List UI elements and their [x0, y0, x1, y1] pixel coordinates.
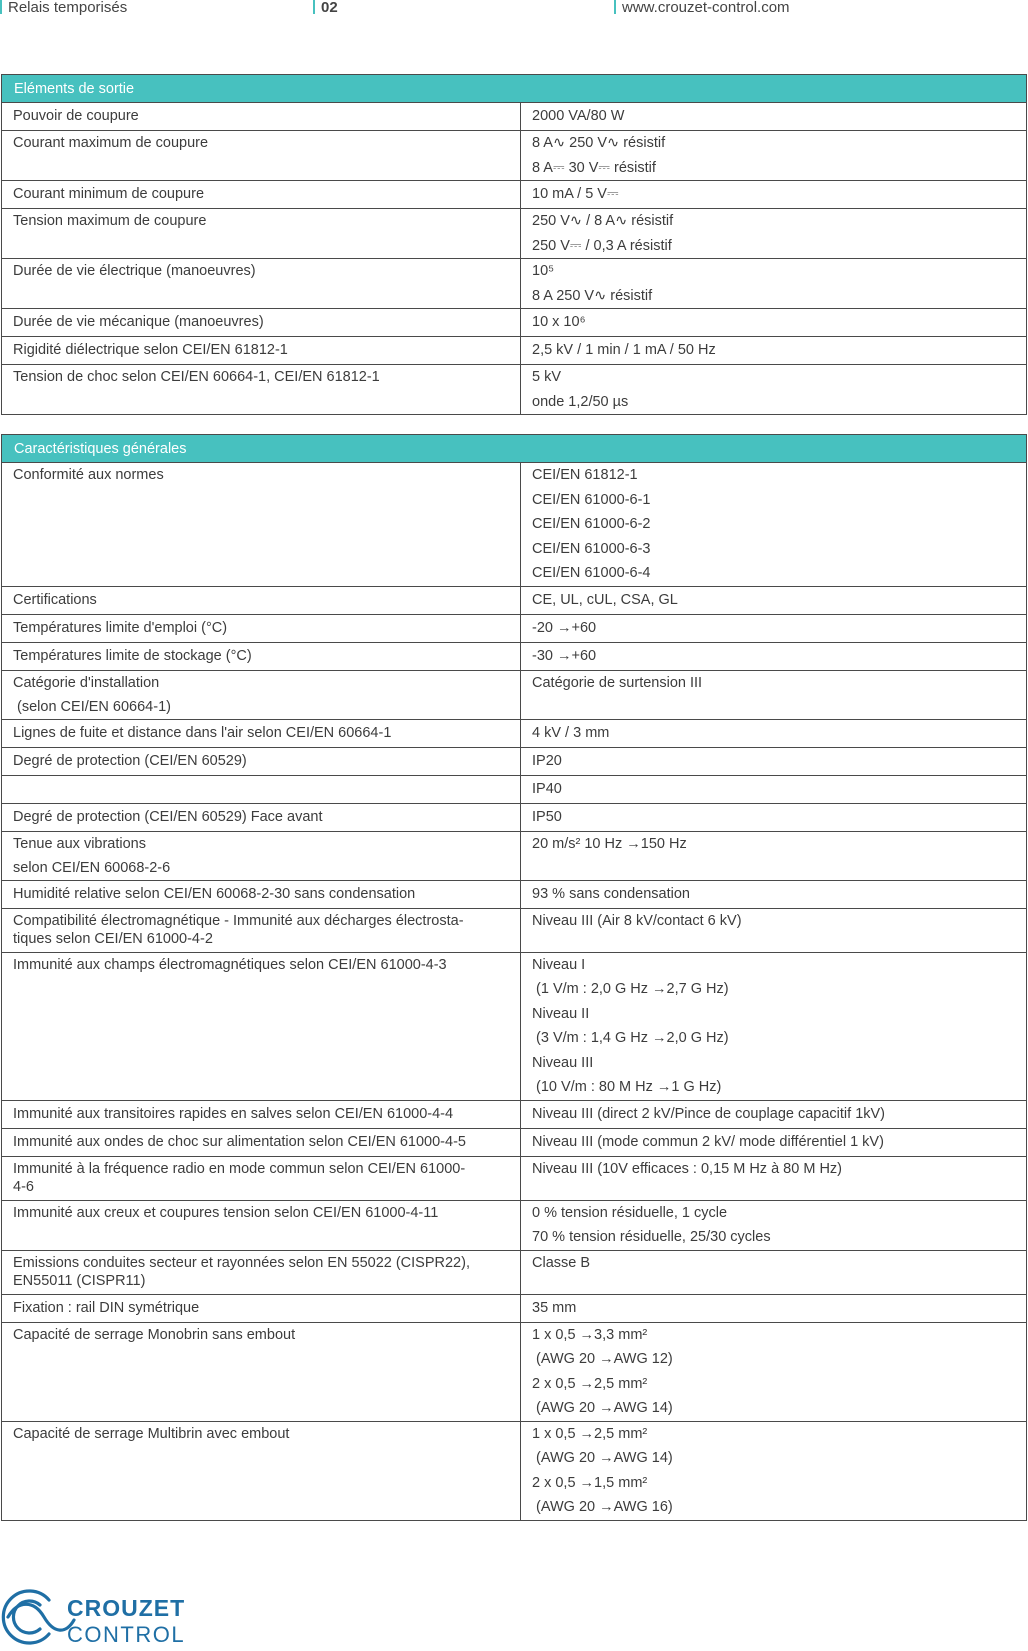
row-label: [2, 103, 521, 130]
row-label: [2, 1101, 521, 1128]
row-value-line: 93 % sans condensation: [532, 885, 690, 902]
row-value-line: (1 V/m : 2,0 G Hz →2,7 G Hz): [532, 981, 729, 997]
row-label: [2, 776, 521, 803]
row-value: [521, 259, 1026, 308]
row-label-line: Immunité aux ondes de choc sur alimentation selon CEI/EN 61000-4-5: [13, 1133, 466, 1150]
table-row: [1, 881, 1027, 909]
table-row: [1, 181, 1027, 209]
row-value-line: Niveau III (10V efficaces : 0,15 M Hz à 80 M Hz): [532, 1160, 842, 1177]
row-value: [521, 1251, 1026, 1294]
row-value-line: Niveau III (mode commun 2 kV/ mode différentiel 1 kV): [532, 1133, 884, 1150]
row-value-line: 10 mA / 5 V⎓: [532, 186, 619, 202]
row-value-line: onde 1,2/50 µs: [532, 393, 629, 410]
row-value-line: 1 x 0,5 →2,5 mm²: [532, 1425, 648, 1442]
table-row: [1, 1422, 1027, 1521]
row-value-line: 20 m/s² 10 Hz →150 Hz: [532, 835, 687, 852]
row-value-line: 250 V⎓ / 0,3 A résistif: [532, 237, 672, 254]
row-value: [521, 1295, 1026, 1322]
row-value-line: 2000 VA/80 W: [532, 108, 625, 124]
table-row: [1, 643, 1027, 671]
row-value-line: Niveau III: [532, 1054, 594, 1071]
row-label: [2, 832, 521, 880]
row-label: [2, 337, 521, 364]
row-label: [2, 1323, 521, 1421]
section-header: Eléments de sortie: [1, 75, 1027, 103]
row-value: [521, 804, 1026, 831]
row-value-line: (AWG 20 →AWG 12): [532, 1351, 673, 1367]
row-label-line: EN55011 (CISPR11): [13, 1272, 146, 1289]
row-value: [521, 832, 1026, 880]
logo-text-crouzet: CROUZET: [67, 1595, 186, 1621]
row-value: [521, 1101, 1026, 1128]
row-value: [521, 365, 1026, 414]
row-label-line: Tenue aux vibrations: [13, 835, 146, 852]
row-value: [521, 1201, 1026, 1250]
table-row: [1, 909, 1027, 953]
row-label: [2, 615, 521, 642]
row-value: [521, 337, 1026, 364]
row-value-line: 35 mm: [532, 1299, 577, 1316]
row-label-line: 4-6: [13, 1178, 34, 1195]
header-divider: [313, 0, 315, 14]
row-label: [2, 587, 521, 614]
row-value-line: 2 x 0,5 →1,5 mm²: [532, 1474, 648, 1491]
page-header: [0, 0, 1028, 20]
table-row: [1, 832, 1027, 881]
row-label-line: Immunité à la fréquence radio en mode commun selon CEI/EN 61000-: [13, 1160, 466, 1177]
table-row: [1, 131, 1027, 181]
header-page-text: 02: [321, 0, 338, 16]
row-value: [521, 181, 1026, 208]
row-value: [521, 776, 1026, 803]
row-value: [521, 643, 1026, 670]
table-row: [1, 1157, 1027, 1201]
row-label-line: Tension maximum de coupure: [13, 213, 207, 229]
row-label-line: Certifications: [13, 591, 97, 608]
row-label-line: Courant minimum de coupure: [13, 186, 205, 202]
row-value: [521, 1157, 1026, 1200]
row-label: [2, 881, 521, 908]
row-value-line: Catégorie de surtension III: [532, 674, 703, 691]
row-value-line: Classe B: [532, 1254, 591, 1271]
section-header: Caractéristiques générales: [1, 435, 1027, 463]
row-label-line: Degré de protection (CEI/EN 60529) Face avant: [13, 808, 323, 825]
row-value-line: CEI/EN 61000-6-2: [532, 516, 651, 532]
row-value-line: CEI/EN 61812-1: [532, 467, 638, 483]
row-value: [521, 463, 1026, 586]
row-value-line: CEI/EN 61000-6-3: [532, 540, 651, 557]
table-row: [1, 1129, 1027, 1157]
row-value: [521, 881, 1026, 908]
row-value-line: 250 V∿ / 8 A∿ résistif: [532, 213, 674, 229]
table-row: [1, 1295, 1027, 1323]
table-row: [1, 953, 1027, 1101]
row-value: [521, 209, 1026, 258]
row-label-line: Courant maximum de coupure: [13, 135, 209, 151]
row-label-line: Pouvoir de coupure: [13, 108, 139, 124]
row-value: [521, 1129, 1026, 1156]
row-value-line: Niveau III (direct 2 kV/Pince de couplage capacitif 1kV): [532, 1105, 886, 1122]
row-value: [521, 615, 1026, 642]
table-row: [1, 259, 1027, 309]
row-label: [2, 309, 521, 336]
row-value-line: Niveau II: [532, 1005, 590, 1022]
row-value-line: Niveau I: [532, 956, 586, 973]
row-value: [521, 131, 1026, 180]
header-url-text[interactable]: www.crouzet-control.com: [622, 0, 790, 16]
row-label: [2, 1157, 521, 1200]
table-row: [1, 804, 1027, 832]
row-label-line: Immunité aux transitoires rapides en salves selon CEI/EN 61000-4-4: [13, 1105, 454, 1122]
row-value: [521, 103, 1026, 130]
row-value-line: 0 % tension résiduelle, 1 cycle: [532, 1204, 728, 1221]
row-label: [2, 209, 521, 258]
table-row: [1, 365, 1027, 415]
table-row: [1, 1323, 1027, 1422]
section-general-characteristics: [1, 434, 1027, 1521]
row-value-line: 8 A⎓ 30 V⎓ résistif: [532, 159, 656, 176]
row-value-line: 8 A 250 V∿ résistif: [532, 287, 653, 304]
table-row: [1, 1201, 1027, 1251]
row-label: [2, 1201, 521, 1250]
row-label-line: Humidité relative selon CEI/EN 60068-2-30 sans condensation: [13, 885, 416, 902]
logo-text-control: CONTROL: [67, 1622, 186, 1646]
table-row: [1, 209, 1027, 259]
row-label-line: Durée de vie mécanique (manoeuvres): [13, 314, 264, 330]
row-value-line: (3 V/m : 1,4 G Hz →2,0 G Hz): [532, 1030, 729, 1046]
table-row: [1, 671, 1027, 720]
row-value-line: (10 V/m : 80 M Hz →1 G Hz): [532, 1079, 722, 1095]
row-value: [521, 1323, 1026, 1421]
table-row: [1, 776, 1027, 804]
row-label: [2, 1129, 521, 1156]
row-label-line: Conformité aux normes: [13, 467, 164, 483]
row-label: [2, 804, 521, 831]
row-value-line: 70 % tension résiduelle, 25/30 cycles: [532, 1229, 771, 1245]
table-row: [1, 1101, 1027, 1129]
row-label: [2, 1422, 521, 1520]
crouzet-control-logo: [0, 1588, 200, 1646]
row-label: [2, 643, 521, 670]
row-label-line: Lignes de fuite et distance dans l'air selon CEI/EN 60664-1: [13, 724, 392, 741]
row-label: [2, 1251, 521, 1294]
row-label: [2, 365, 521, 414]
row-value-line: (AWG 20 →AWG 16): [532, 1499, 673, 1515]
row-label-line: Températures limite d'emploi (°C): [13, 619, 228, 636]
header-title-text: Relais temporisés: [8, 0, 128, 16]
row-value-line: -30 →+60: [532, 647, 597, 664]
header-divider: [614, 0, 616, 14]
row-label-line: Immunité aux champs électromagnétiques selon CEI/EN 61000-4-3: [13, 956, 447, 973]
row-label-line: Températures limite de stockage (°C): [13, 647, 252, 664]
row-value-line: Niveau III (Air 8 kV/contact 6 kV): [532, 912, 742, 929]
row-label-line: selon CEI/EN 60068-2-6: [13, 859, 171, 876]
row-label-line: tiques selon CEI/EN 61000-4-2: [13, 930, 213, 947]
row-value-line: IP20: [532, 752, 562, 769]
header-page-number: [313, 0, 338, 16]
header-divider: [0, 0, 2, 14]
row-label-line: Tension de choc selon CEI/EN 60664-1, CEI/EN 61812-1: [13, 369, 380, 385]
row-label-line: Catégorie d'installation: [13, 674, 160, 691]
row-value: [521, 909, 1026, 952]
row-value: [521, 587, 1026, 614]
row-label: [2, 463, 521, 586]
table-row: [1, 1251, 1027, 1295]
table-row: [1, 720, 1027, 748]
row-label-line: Immunité aux creux et coupures tension selon CEI/EN 61000-4-11: [13, 1204, 439, 1221]
row-value: [521, 671, 1026, 719]
row-label-line: Durée de vie électrique (manoeuvres): [13, 263, 256, 279]
table-row: [1, 748, 1027, 776]
row-value-line: CE, UL, cUL, CSA, GL: [532, 591, 678, 608]
row-label: [2, 748, 521, 775]
row-value-line: CEI/EN 61000-6-4: [532, 565, 651, 581]
row-value-line: -20 →+60: [532, 619, 597, 636]
section-output-elements: [1, 74, 1027, 415]
table-row: [1, 337, 1027, 365]
row-label-line: Fixation : rail DIN symétrique: [13, 1299, 200, 1316]
row-value-line: (AWG 20 →AWG 14): [532, 1400, 673, 1416]
row-label-line: Degré de protection (CEI/EN 60529): [13, 752, 247, 769]
row-value-line: 2,5 kV / 1 min / 1 mA / 50 Hz: [532, 342, 716, 358]
row-label: [2, 720, 521, 747]
row-value-line: 8 A∿ 250 V∿ résistif: [532, 135, 666, 151]
table-row: [1, 309, 1027, 337]
row-value: [521, 1422, 1026, 1520]
row-label: [2, 131, 521, 180]
row-label: [2, 259, 521, 308]
row-value: [521, 748, 1026, 775]
header-website: [614, 0, 790, 16]
header-title: [0, 0, 127, 16]
row-label-line: Emissions conduites secteur et rayonnées selon EN 55022 (CISPR22),: [13, 1254, 470, 1271]
row-value: [521, 953, 1026, 1100]
row-value-line: 10⁵: [532, 263, 555, 279]
row-value-line: 4 kV / 3 mm: [532, 724, 610, 741]
row-value-line: IP50: [532, 808, 562, 825]
row-label: [2, 909, 521, 952]
row-label-line: Capacité de serrage Multibrin avec embout: [13, 1425, 290, 1442]
row-value-line: 2 x 0,5 →2,5 mm²: [532, 1375, 648, 1392]
row-label-line: Compatibilité électromagnétique - Immunité aux décharges électrosta-: [13, 912, 464, 929]
table-row: [1, 587, 1027, 615]
row-label: [2, 671, 521, 719]
row-label: [2, 953, 521, 1100]
row-value: [521, 309, 1026, 336]
row-value-line: 1 x 0,5 →3,3 mm²: [532, 1326, 648, 1343]
row-value-line: (AWG 20 →AWG 14): [532, 1450, 673, 1466]
row-value-line: IP40: [532, 780, 562, 797]
row-label-line: Rigidité diélectrique selon CEI/EN 61812-1: [13, 342, 288, 358]
table-row: [1, 615, 1027, 643]
row-value-line: CEI/EN 61000-6-1: [532, 491, 651, 508]
row-value: [521, 720, 1026, 747]
row-label: [2, 181, 521, 208]
crouzet-logo-mark: [0, 1588, 200, 1646]
table-row: [1, 463, 1027, 587]
table-row: [1, 103, 1027, 131]
row-value-line: 10 x 10⁶: [532, 314, 586, 330]
row-label: [2, 1295, 521, 1322]
row-label-line: (selon CEI/EN 60664-1): [13, 698, 171, 715]
row-label-line: Capacité de serrage Monobrin sans embout: [13, 1326, 296, 1343]
row-value-line: 5 kV: [532, 369, 562, 385]
